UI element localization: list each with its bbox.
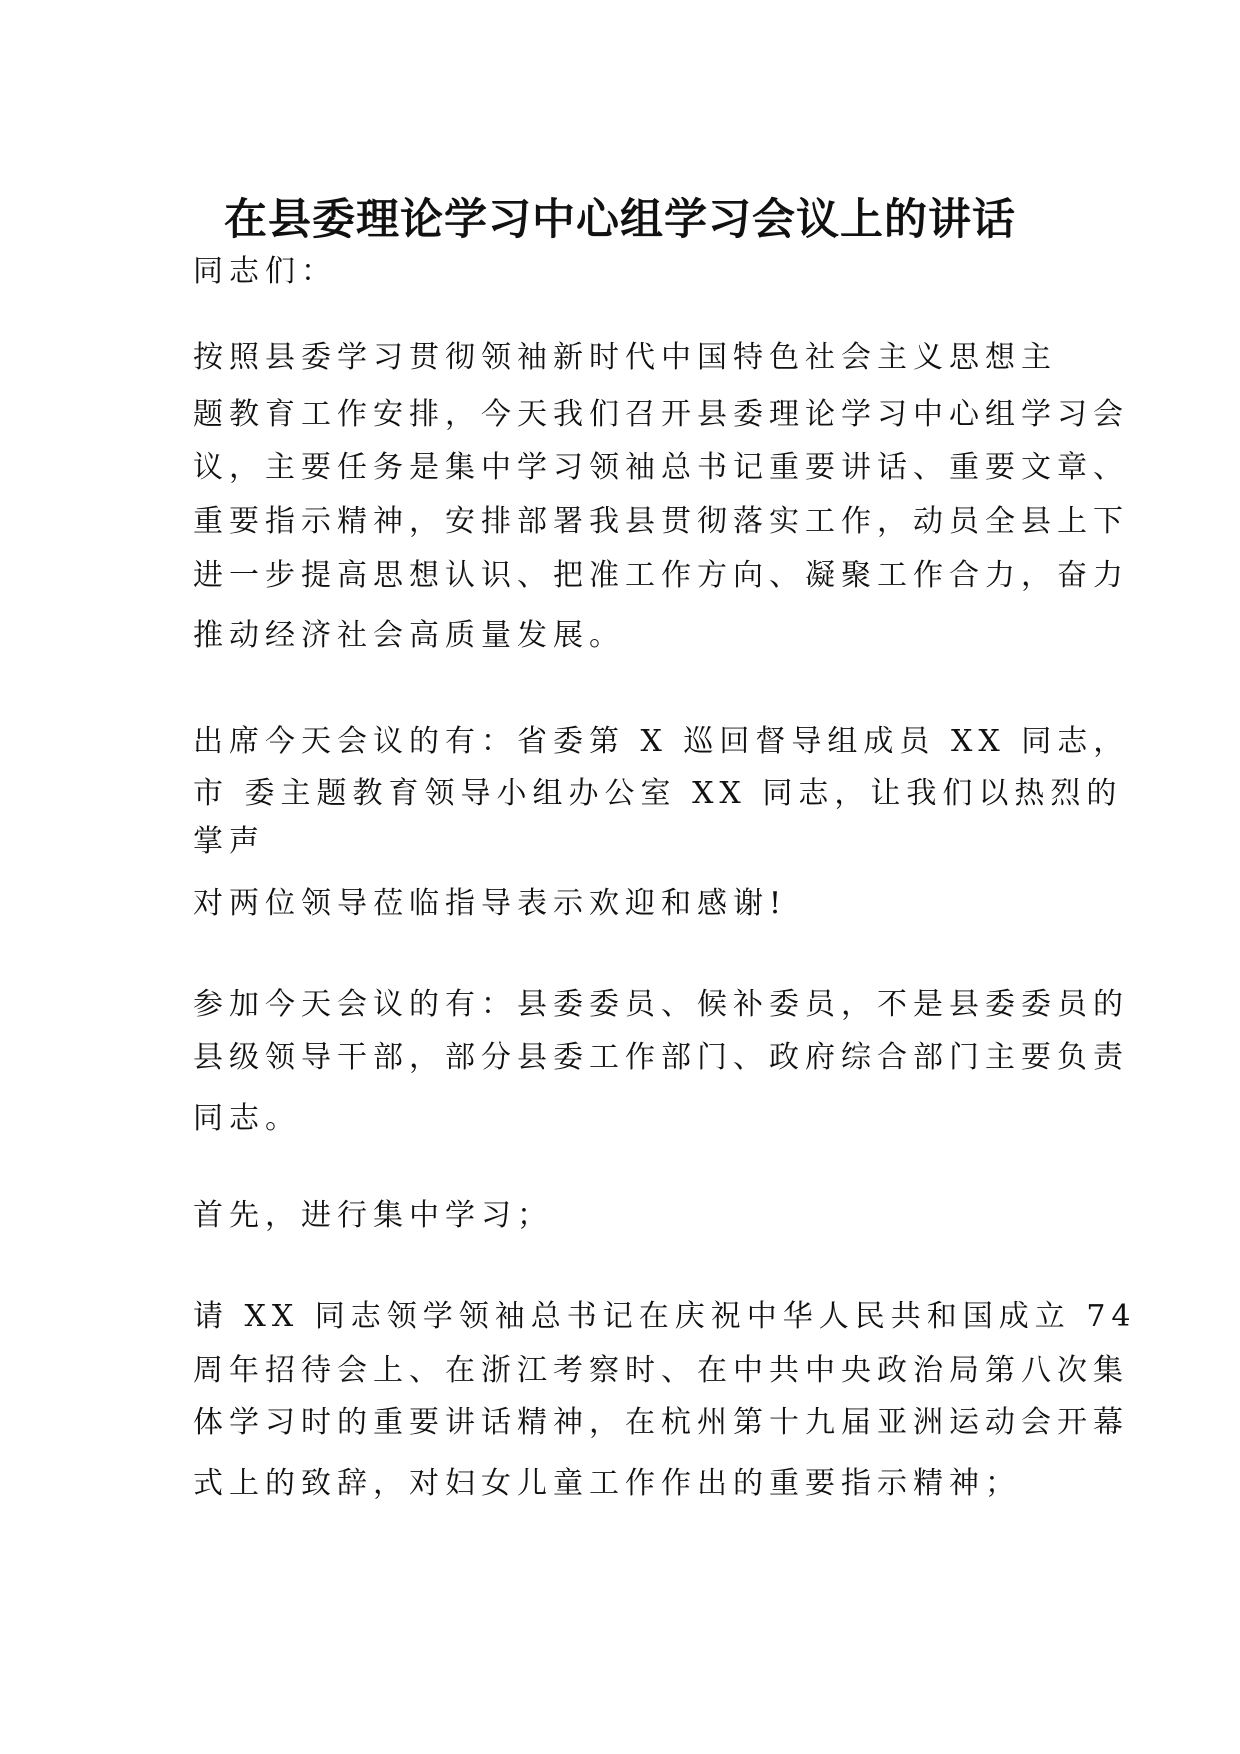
paragraph-line: 体学习时的重要讲话精神，在杭州第十九届亚洲运动会开幕	[193, 1405, 1129, 1440]
paragraph-line: 议，主要任务是集中学习领袖总书记重要讲话、重要文章、	[193, 450, 1129, 485]
paragraph-line: 县级领导干部，部分县委工作部门、政府综合部门主要负责	[193, 1040, 1129, 1075]
paragraph-line: 式上的致辞，对妇女儿童工作作出的重要指示精神；	[193, 1466, 1021, 1501]
paragraph-line: 重要指示精神，安排部署我县贯彻落实工作，动员全县上下	[193, 504, 1129, 539]
paragraph-line: 推动经济社会高质量发展。	[193, 618, 625, 653]
page-title: 在县委理论学习中心组学习会议上的讲话	[224, 195, 1016, 245]
paragraph-line: 请 XX 同志领学领袖总书记在庆祝中华人民共和国成立 74	[193, 1299, 1137, 1334]
paragraph-line: 市 委主题教育领导小组办公室 XX 同志，让我们以热烈的	[193, 776, 1123, 811]
paragraph-line: 掌声	[193, 824, 265, 859]
paragraph-line: 进一步提高思想认识、把准工作方向、凝聚工作合力，奋力	[193, 558, 1129, 593]
paragraph-line: 首先，进行集中学习；	[193, 1198, 553, 1233]
paragraph-line: 出席今天会议的有：省委第 X 巡回督导组成员 XX 同志，	[193, 724, 1130, 759]
paragraph-line: 题教育工作安排，今天我们召开县委理论学习中心组学习会	[193, 397, 1129, 432]
salutation: 同志们：	[193, 254, 337, 289]
paragraph-line: 同志。	[193, 1101, 301, 1136]
paragraph-line: 参加今天会议的有：县委委员、候补委员，不是县委委员的	[193, 987, 1129, 1022]
paragraph-line: 按照县委学习贯彻领袖新时代中国特色社会主义思想主	[193, 340, 1057, 375]
paragraph-line: 周年招待会上、在浙江考察时、在中共中央政治局第八次集	[193, 1353, 1129, 1388]
paragraph-line: 对两位领导莅临指导表示欢迎和感谢!	[193, 886, 788, 921]
